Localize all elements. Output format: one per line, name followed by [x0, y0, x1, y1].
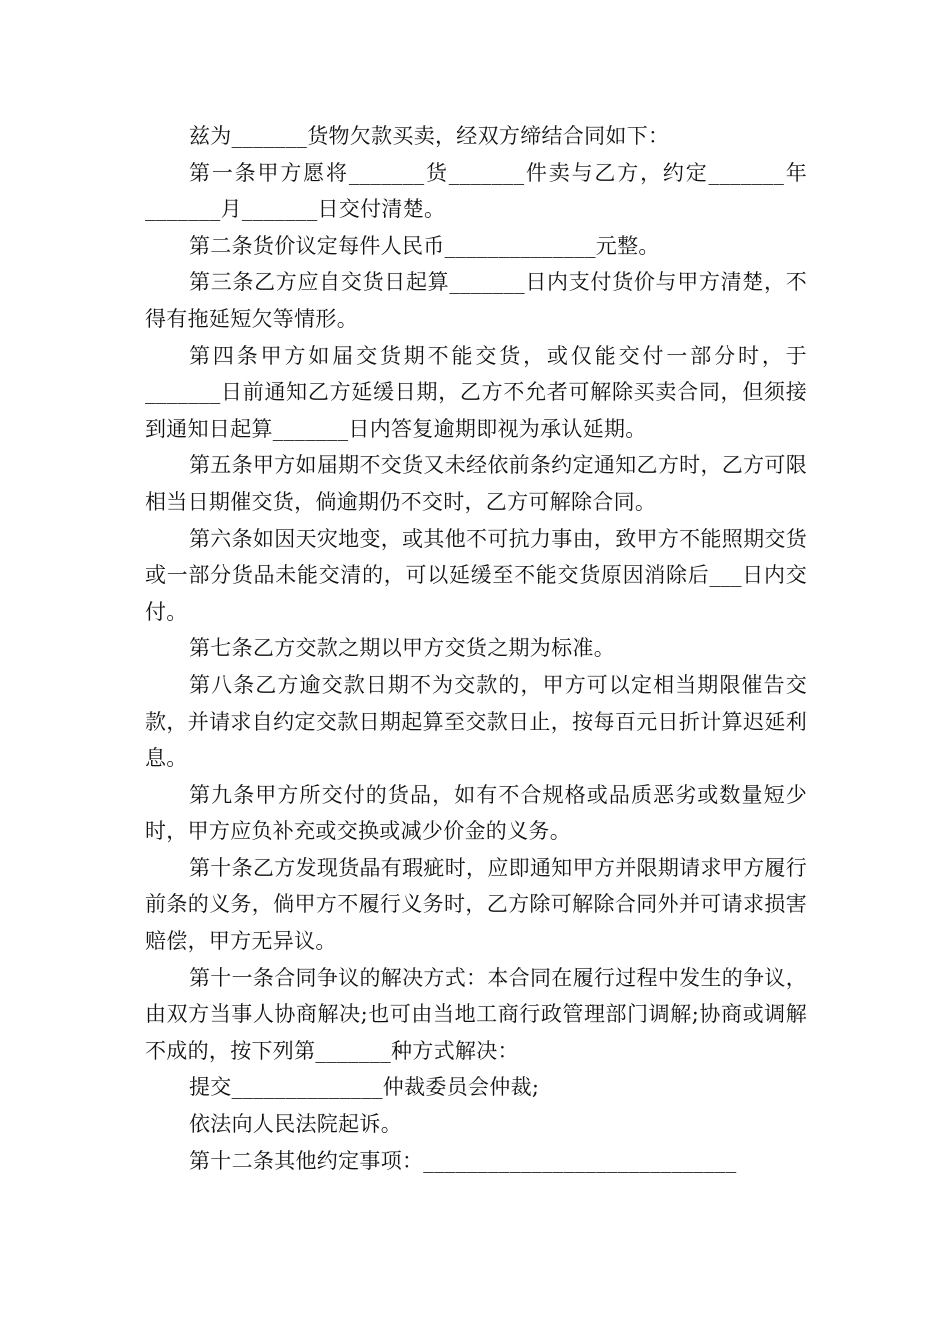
paragraph-article-6: 第六条如因天灾地变，或其他不可抗力事由，致甲方不能照期交货或一部分货品未能交清的，可以延缓至不能交货原因消除后___日内交付。: [145, 526, 807, 624]
paragraph-article-10: 第十条乙方发现货晶有瑕疵时，应即通知甲方并限期请求甲方履行前条的义务，倘甲方不履行义务时，乙方除可解除合同外并可请求损害赔偿，甲方无异议。: [145, 855, 807, 954]
paragraph-article-12: 第十二条其他约定事项：_____________________________: [189, 1148, 737, 1173]
paragraph-option-arbitration: 提交______________仲裁委员会仲裁;: [189, 1075, 540, 1100]
paragraph-preamble: 兹为_______货物欠款买卖，经双方缔结合同如下：: [189, 124, 670, 148]
paragraph-article-1: 第一条甲方愿将_______货_______件卖与乙方，约定_______年_______月_______日交付清楚。: [145, 160, 807, 222]
paragraph-article-7: 第七条乙方交款之期以甲方交货之期为标准。: [189, 636, 615, 661]
paragraph-article-5: 第五条甲方如届期不交货又未经依前条约定通知乙方时，乙方可限相当日期催交货，倘逾期仍不交时，乙方可解除合同。: [145, 453, 807, 514]
paragraph-article-4: 第四条甲方如届交货期不能交货，或仅能交付一部分时，于_______日前通知乙方延缓日期，乙方不允者可解除买卖合同，但须接到通知日起算_______日内答复逾期即视为承认延期。: [145, 343, 807, 441]
paragraph-article-3: 第三条乙方应自交货日起算_______日内支付货价与甲方清楚，不得有拖延短欠等情形。: [145, 270, 807, 331]
paragraph-article-2: 第二条货价议定每件人民币______________元整。: [189, 233, 660, 258]
contract-body: [145, 118, 807, 1179]
paragraph-article-9: 第九条甲方所交付的货品，如有不合规格或品质恶劣或数量短少时，甲方应负补充或交换或减少价金的义务。: [145, 782, 807, 844]
paragraph-article-11: 第十一条合同争议的解决方式：本合同在履行过程中发生的争议，由双方当事人协商解决;也可由当地工商行政管理部门调解;协商或调解不成的，按下列第_______种方式解决：: [145, 965, 807, 1063]
paragraph-option-court: 依法向人民法院起诉。: [189, 1112, 402, 1137]
paragraph-article-8: 第八条乙方逾交款日期不为交款的，甲方可以定相当期限催告交款，并请求自约定交款日期起算至交款日止，按每百元日折计算迟延利息。: [145, 672, 807, 771]
